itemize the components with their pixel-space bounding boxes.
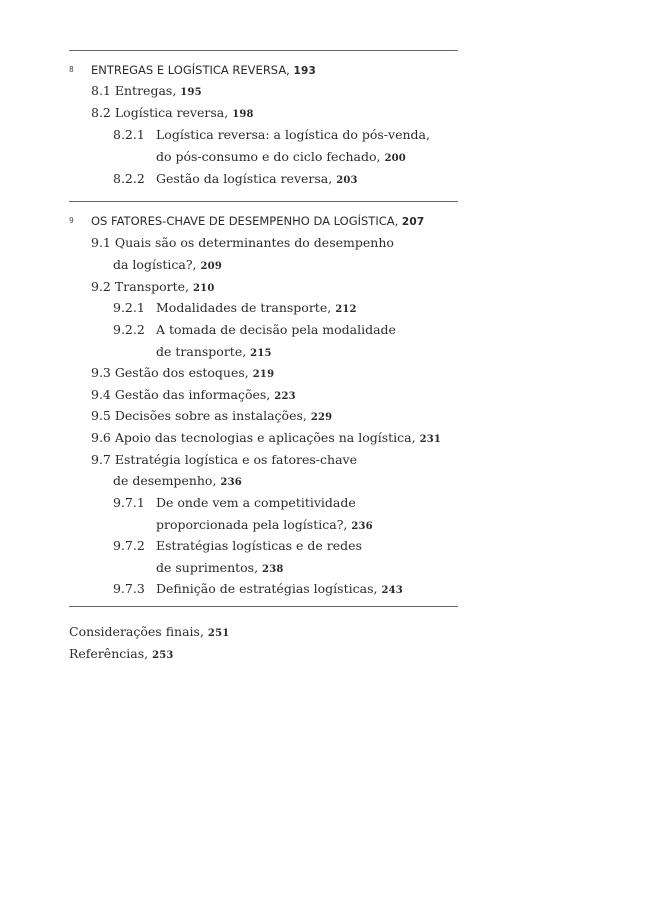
- divider-middle: [69, 201, 458, 202]
- section-9-7-3-number: 9.7.3: [113, 581, 145, 596]
- section-9-2-2-line2: de transporte, 215: [156, 344, 272, 359]
- section-9-7-1-line1: De onde vem a competitividade: [156, 495, 356, 510]
- page-number: 195: [180, 87, 202, 98]
- section-9-3: 9.3 Gestão dos estoques, 219: [91, 365, 275, 380]
- section-9-7-2-line2: de suprimentos, 238: [156, 560, 284, 575]
- section-9-7-2-number: 9.7.2: [113, 538, 145, 553]
- page-number: 193: [293, 65, 317, 77]
- section-9-1-line2: da logística?, 209: [113, 257, 222, 272]
- chapter-8-title: ENTREGAS E LOGÍSTICA REVERSA, 193: [91, 63, 317, 77]
- page-number: 253: [152, 650, 174, 661]
- section-8-2-2-number: 8.2.2: [113, 171, 145, 186]
- section-9-1-line1: 9.1 Quais são os determinantes do desempenho: [91, 235, 394, 250]
- page-number: 219: [252, 369, 275, 380]
- page-number: 236: [220, 477, 242, 488]
- divider-bottom: [69, 606, 458, 607]
- section-9-7-1-line2: proporcionada pela logística?, 236: [156, 517, 373, 532]
- chapter-9-number: 9: [69, 216, 74, 225]
- section-9-2: 9.2 Transporte, 210: [91, 279, 215, 294]
- page-number: 203: [336, 175, 358, 186]
- section-9-2-2-line1: A tomada de decisão pela modalidade: [156, 322, 396, 337]
- section-9-2-1-title: Modalidades de transporte, 212: [156, 300, 357, 315]
- page-number: 210: [193, 283, 215, 294]
- section-9-2-2-number: 9.2.2: [113, 322, 145, 337]
- section-8-2-1-line1: Logística reversa: a logística do pós-venda,: [156, 127, 430, 142]
- section-9-7-3-title: Definição de estratégias logísticas, 243: [156, 581, 403, 596]
- section-8-2-1-line2: do pós-consumo e do ciclo fechado, 200: [156, 149, 406, 164]
- section-8-2-1-number: 8.2.1: [113, 127, 145, 142]
- section-8-2: 8.2 Logística reversa, 198: [91, 105, 254, 120]
- page-number: 243: [381, 585, 403, 596]
- section-9-2-1-number: 9.2.1: [113, 300, 145, 315]
- page-number: 231: [419, 434, 442, 445]
- page-number: 215: [250, 348, 272, 359]
- section-8-1: 8.1 Entregas, 195: [91, 83, 202, 98]
- section-9-7-line2: de desempenho, 236: [113, 473, 242, 488]
- page-number: 209: [200, 261, 222, 272]
- page-number: 236: [351, 521, 373, 532]
- section-9-5: 9.5 Decisões sobre as instalações, 229: [91, 408, 333, 423]
- section-8-2-2-title: Gestão da logística reversa, 203: [156, 171, 358, 186]
- chapter-9-title: OS FATORES-CHAVE DE DESEMPENHO DA LOGÍSTICA, 207: [91, 214, 425, 228]
- page-number: 212: [335, 304, 357, 315]
- final-considerations: Considerações finais, 251: [69, 624, 230, 639]
- section-9-4: 9.4 Gestão das informações, 223: [91, 387, 296, 402]
- section-9-7-1-number: 9.7.1: [113, 495, 145, 510]
- section-9-7-2-line1: Estratégias logísticas e de redes: [156, 538, 362, 553]
- divider-top: [69, 50, 458, 51]
- page-number: 238: [262, 564, 284, 575]
- page-number: 198: [232, 109, 254, 120]
- references: Referências, 253: [69, 646, 174, 661]
- page-number: 200: [384, 153, 406, 164]
- section-9-6: 9.6 Apoio das tecnologias e aplicações na logística, 231: [91, 430, 442, 445]
- page-number: 207: [401, 216, 425, 228]
- page-number: 251: [207, 628, 230, 639]
- page-number: 229: [310, 412, 333, 423]
- section-9-7-line1: 9.7 Estratégia logística e os fatores-chave: [91, 452, 357, 467]
- page-number: 223: [274, 391, 296, 402]
- chapter-8-number: 8: [69, 65, 74, 74]
